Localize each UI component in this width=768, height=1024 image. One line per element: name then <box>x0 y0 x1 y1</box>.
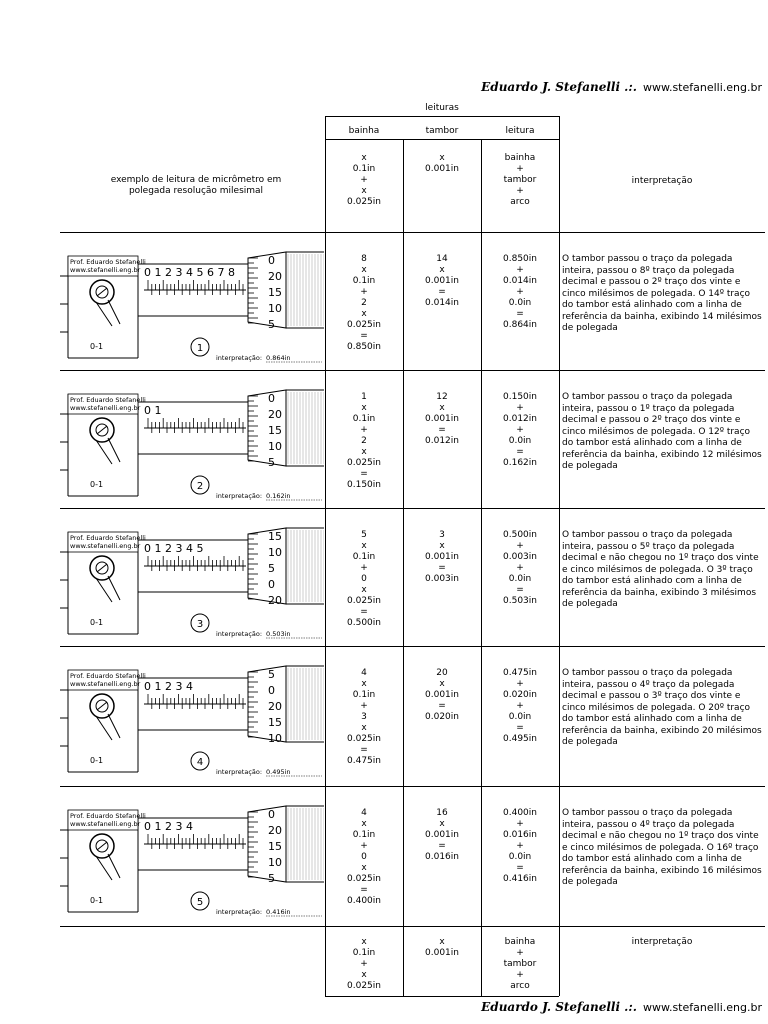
row-3-interpretation: O tambor passou o traço da polegada inteira, passou o 5º traço da polegada decimal e não chegou no 1º traço dos vinte e cinco milésimos de polegada. O 3º traço do tambor está alinhado com a linha de referência da bainha, exibindo 3 milésimos de polegada <box>562 530 759 609</box>
formula-leitura: bainha + tambor + arco <box>503 153 537 207</box>
row-2-interpretation: O tambor passou o traço da polegada inteira, passou o 1º traço da polegada decimal e passou o 2º traço dos vinte e cinco milésimos de polegada. O 12º traço do tambor está alinhado com a linha de referência da bainha, exibindo 12 milésimos de polegada <box>562 392 762 471</box>
thimble-number: 10 <box>268 302 282 315</box>
table-description: exemplo de leitura de micrômetro em polegada resolução milesimal <box>110 175 282 196</box>
example-number: 3 <box>196 619 204 630</box>
micrometer-drawing <box>60 246 324 368</box>
credit-site: www.stefanelli.eng.br <box>70 680 141 688</box>
thimble-number: 10 <box>268 546 282 559</box>
author-name: Eduardo J. Stefanelli .:. <box>481 1000 637 1014</box>
row-2-tambor: 12 x 0.001in = 0.012in <box>425 392 459 446</box>
interp-header: interpretação <box>631 176 693 186</box>
example-number: 5 <box>196 897 204 908</box>
grid-line <box>325 996 559 997</box>
grid-line <box>60 370 765 371</box>
interp-value: 0.864in <box>266 354 291 362</box>
row-4-bainha: 4 x 0.1in + 3 x 0.025in = 0.475in <box>347 668 381 766</box>
row-2-bainha: 1 x 0.1in + 2 x 0.025in = 0.150in <box>347 392 381 490</box>
range-label: 0-1 <box>90 480 104 489</box>
author-site: www.stefanelli.eng.br <box>642 81 762 94</box>
example-number: 1 <box>196 343 204 354</box>
credit-text: Prof. Eduardo Stefanelli <box>70 396 146 404</box>
sleeve-scale: 0 1 <box>144 404 162 417</box>
example-number: 2 <box>196 481 204 492</box>
row-1-leitura: 0.850in + 0.014in + 0.0in = 0.864in <box>503 254 537 330</box>
range-label: 0-1 <box>90 896 104 905</box>
formula-tambor: x 0.001in <box>425 153 459 174</box>
range-label: 0-1 <box>90 618 104 627</box>
row-2-leitura: 0.150in + 0.012in + 0.0in = 0.162in <box>503 392 537 468</box>
interp-value: 0.495in <box>266 768 291 776</box>
signature-bottom <box>481 1000 762 1014</box>
micrometer-drawing <box>60 800 324 922</box>
row-1-tambor: 14 x 0.001in = 0.014in <box>425 254 459 308</box>
sleeve-scale: 0 1 2 3 4 5 6 7 8 <box>144 266 235 279</box>
footer-formula-leitura: bainha + tambor + arco <box>503 937 537 991</box>
row-1-bainha: 8 x 0.1in + 2 x 0.025in = 0.850in <box>347 254 381 352</box>
credit-text: Prof. Eduardo Stefanelli <box>70 534 146 542</box>
formula-bainha: x 0.1in + x 0.025in <box>347 153 381 207</box>
thimble-number: 10 <box>268 440 282 453</box>
interp-label: interpretação: <box>216 354 263 362</box>
interp-label: interpretação: <box>216 768 263 776</box>
micrometer-drawing <box>60 522 324 644</box>
group-label: leituras <box>425 103 459 113</box>
grid-line <box>60 926 765 927</box>
grid-line <box>559 116 560 996</box>
interp-label: interpretação: <box>216 492 263 500</box>
interp-value: 0.503in <box>266 630 291 638</box>
sleeve-scale: 0 1 2 3 4 5 <box>144 542 204 555</box>
interp-value: 0.162in <box>266 492 291 500</box>
row-5-tambor: 16 x 0.001in = 0.016in <box>425 808 459 862</box>
interp-label: interpretação: <box>216 630 263 638</box>
thimble-number: 5 <box>268 456 275 469</box>
thimble-number: 15 <box>268 424 282 437</box>
sleeve-scale: 0 1 2 3 4 <box>144 680 193 693</box>
row-5-interpretation: O tambor passou o traço da polegada inteira, passou o 4º traço da polegada decimal e não chegou no 1º traço dos vinte e cinco milésimos de polegada. O 16º traço do tambor está alinhado com a linha de referência da bainha, exibindo 16 milésimos de polegada <box>562 808 762 887</box>
thimble-number: 5 <box>268 318 275 331</box>
thimble-number: 0 <box>268 578 275 591</box>
thimble-number: 0 <box>268 392 275 405</box>
thimble-number: 0 <box>268 684 275 697</box>
credit-text: Prof. Eduardo Stefanelli <box>70 812 146 820</box>
signature-top <box>481 80 762 94</box>
row-3-tambor: 3 x 0.001in = 0.003in <box>425 530 459 584</box>
thimble-number: 5 <box>268 668 275 681</box>
thimble-number: 0 <box>268 254 275 267</box>
sleeve-scale: 0 1 2 3 4 <box>144 820 193 833</box>
thimble-number: 10 <box>268 856 282 869</box>
credit-site: www.stefanelli.eng.br <box>70 266 141 274</box>
thimble-number: 15 <box>268 286 282 299</box>
grid-line <box>60 232 765 233</box>
grid-line <box>60 646 765 647</box>
micrometer-drawing <box>60 384 324 506</box>
credit-site: www.stefanelli.eng.br <box>70 542 141 550</box>
credit-site: www.stefanelli.eng.br <box>70 404 141 412</box>
micrometer-diagram-4 <box>60 660 324 782</box>
row-3-leitura: 0.500in + 0.003in + 0.0in = 0.503in <box>503 530 537 606</box>
thimble-number: 5 <box>268 562 275 575</box>
thimble-number: 0 <box>268 808 275 821</box>
col-tambor: tambor <box>425 126 459 136</box>
thimble-number: 5 <box>268 872 275 885</box>
footer-interp-label: interpretação <box>631 937 693 947</box>
thimble-number: 20 <box>268 594 282 607</box>
author-name: Eduardo J. Stefanelli .:. <box>481 80 637 94</box>
row-4-interpretation: O tambor passou o traço da polegada inteira, passou o 4º traço da polegada decimal e passou o 3º traço dos vinte e cinco milésimos de polegada. O 20º traço do tambor está alinhado com a linha de referência da bainha, exibindo 20 milésimos de polegada <box>562 668 762 747</box>
micrometer-diagram-1 <box>60 246 324 368</box>
footer-formula-tambor: x 0.001in <box>425 937 459 958</box>
credit-text: Prof. Eduardo Stefanelli <box>70 672 146 680</box>
range-label: 0-1 <box>90 756 104 765</box>
row-4-leitura: 0.475in + 0.020in + 0.0in = 0.495in <box>503 668 537 744</box>
interp-value: 0.416in <box>266 908 291 916</box>
thimble-number: 15 <box>268 530 282 543</box>
micrometer-diagram-2 <box>60 384 324 506</box>
micrometer-diagram-5 <box>60 800 324 922</box>
header-rule <box>325 116 559 117</box>
thimble-number: 20 <box>268 700 282 713</box>
col-bainha: bainha <box>348 126 380 136</box>
credit-text: Prof. Eduardo Stefanelli <box>70 258 146 266</box>
range-label: 0-1 <box>90 342 104 351</box>
row-1-interpretation: O tambor passou o traço da polegada inteira, passou o 8º traço da polegada decimal e passou o 2º traço dos vinte e cinco milésimos de polegada. O 14º traço do tambor está alinhado com a linha de referência da bainha, exibindo 14 milésimos de polegada <box>562 254 762 333</box>
micrometer-drawing <box>60 660 324 782</box>
credit-site: www.stefanelli.eng.br <box>70 820 141 828</box>
footer-formula-bainha: x 0.1in + x 0.025in <box>347 937 381 991</box>
grid-line <box>60 508 765 509</box>
row-5-bainha: 4 x 0.1in + 0 x 0.025in = 0.400in <box>347 808 381 906</box>
row-3-bainha: 5 x 0.1in + 0 x 0.025in = 0.500in <box>347 530 381 628</box>
col-leitura: leitura <box>505 126 535 136</box>
micrometer-diagram-3 <box>60 522 324 644</box>
author-site: www.stefanelli.eng.br <box>642 1001 762 1014</box>
grid-line <box>325 139 559 140</box>
example-number: 4 <box>196 757 204 768</box>
row-5-leitura: 0.400in + 0.016in + 0.0in = 0.416in <box>503 808 537 884</box>
thimble-number: 20 <box>268 408 282 421</box>
thimble-number: 20 <box>268 824 282 837</box>
row-4-tambor: 20 x 0.001in = 0.020in <box>425 668 459 722</box>
thimble-number: 15 <box>268 840 282 853</box>
grid-line <box>60 786 765 787</box>
thimble-number: 10 <box>268 732 282 745</box>
thimble-number: 20 <box>268 270 282 283</box>
thimble-number: 15 <box>268 716 282 729</box>
interp-label: interpretação: <box>216 908 263 916</box>
